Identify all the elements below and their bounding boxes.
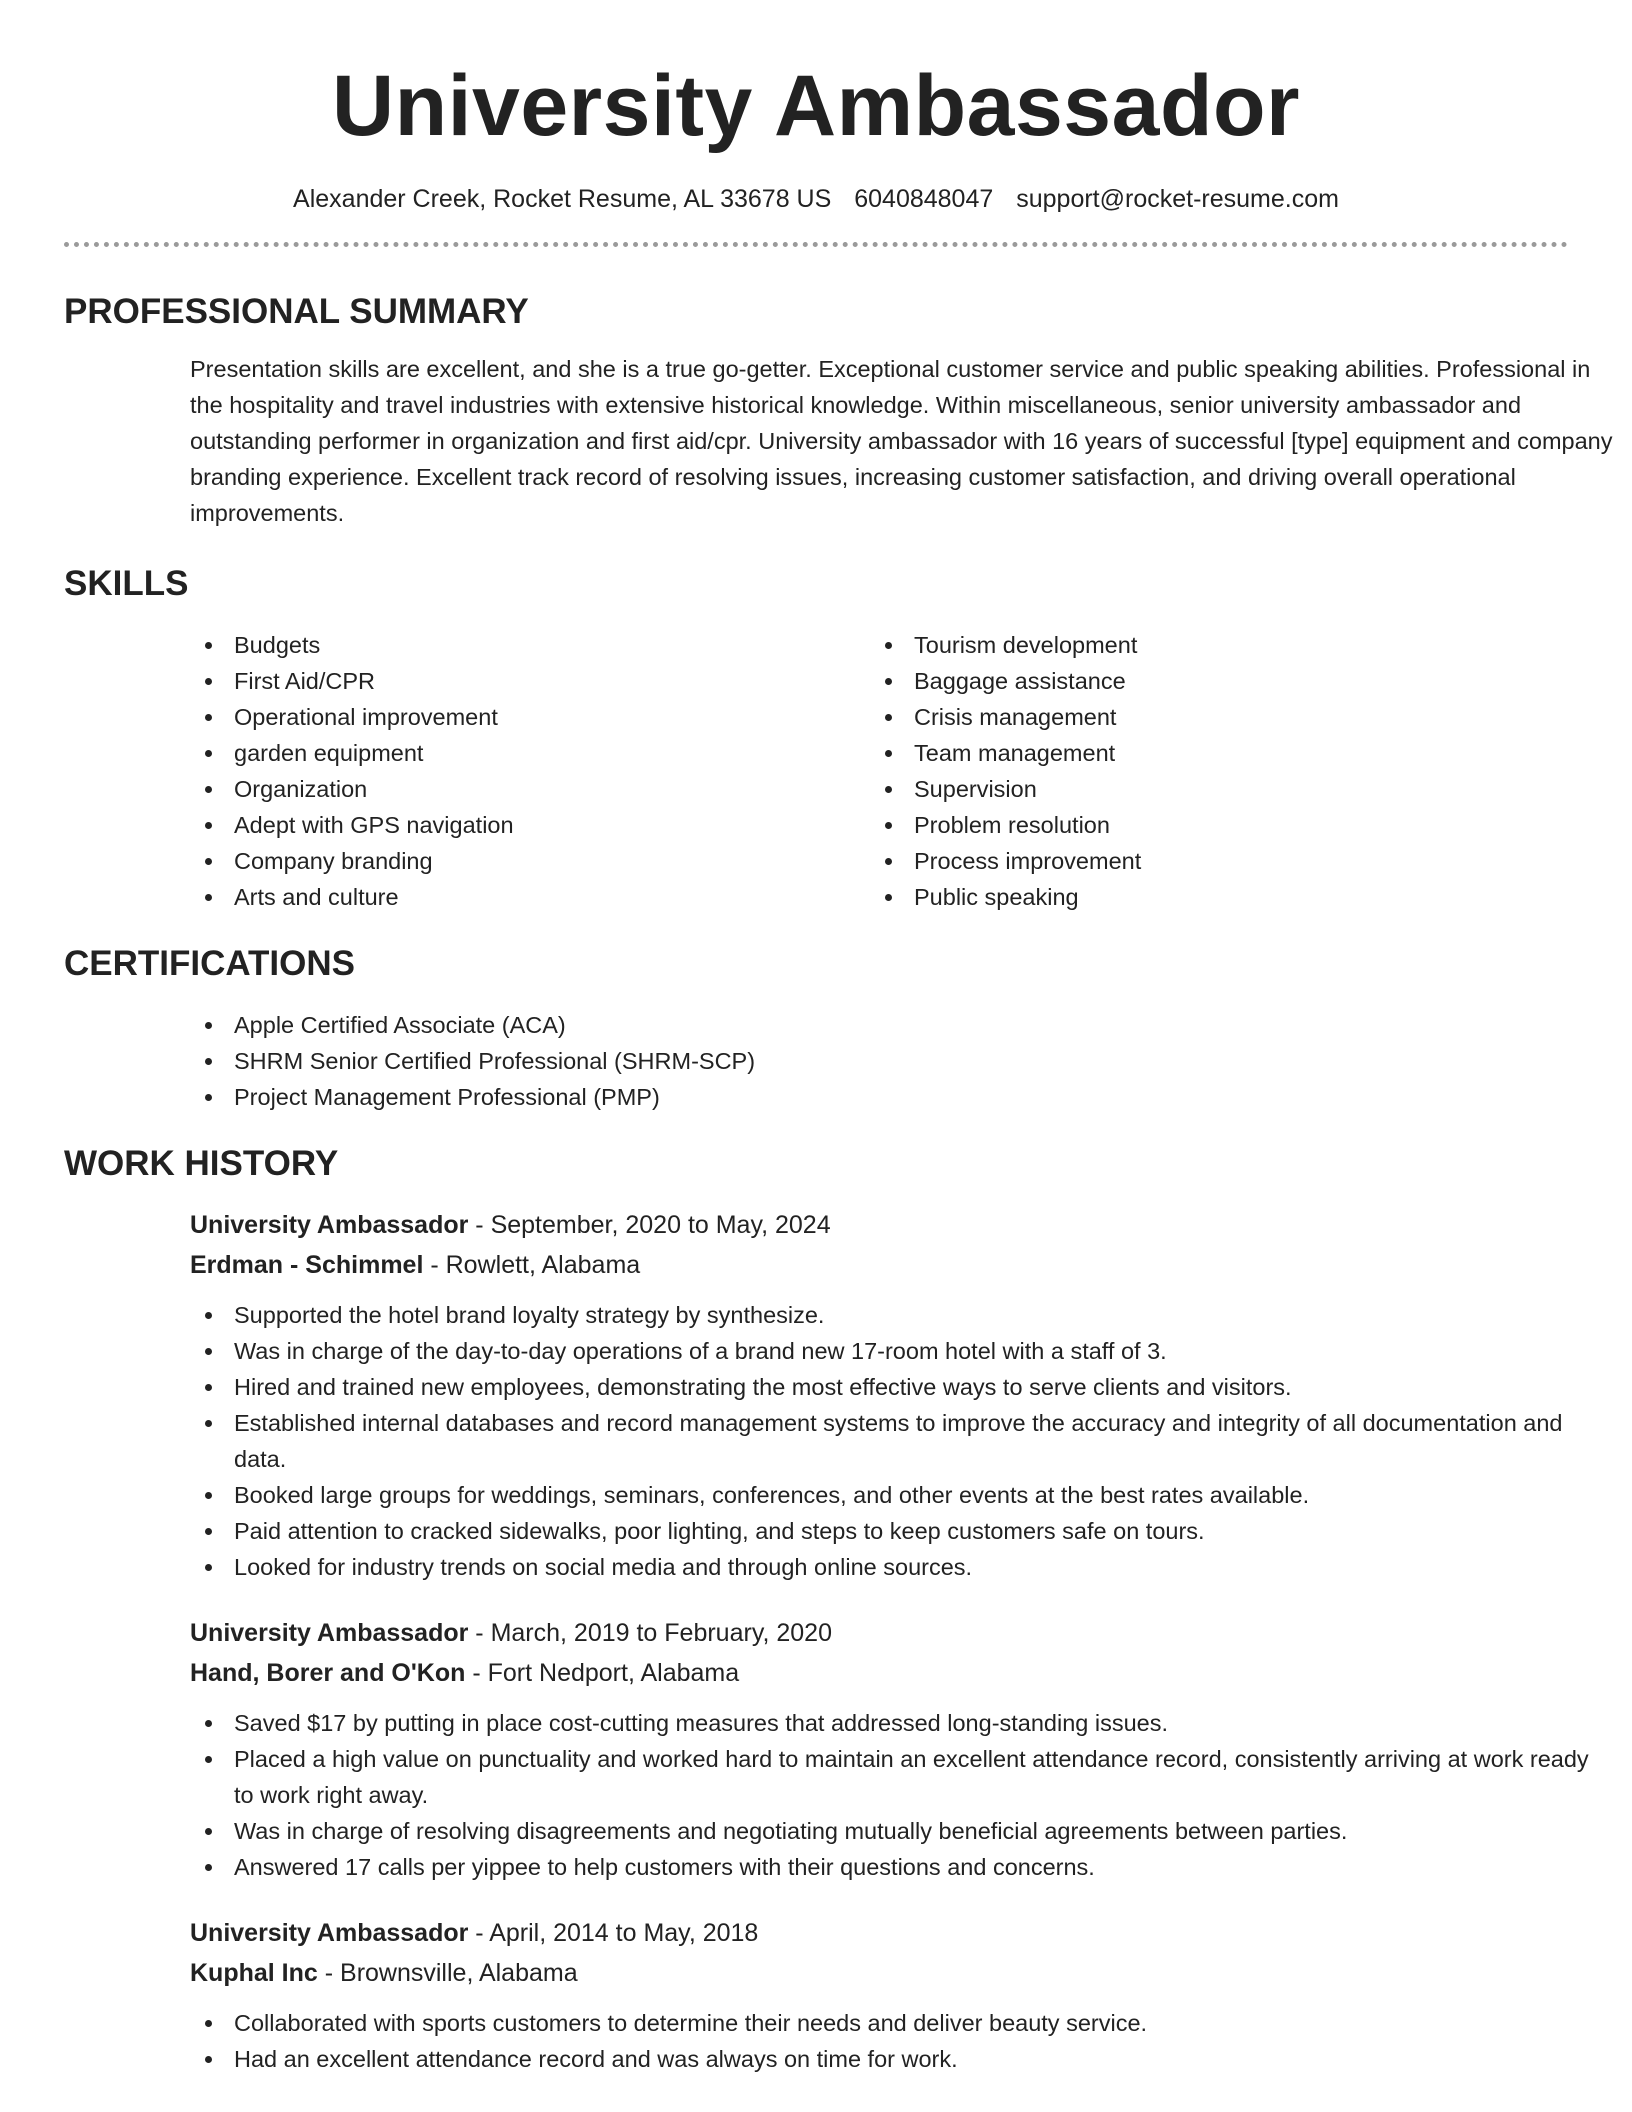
job-dates: - April, 2014 to May, 2018 — [468, 1919, 759, 1947]
job-company: Kuphal Inc — [190, 1959, 318, 1987]
job-bullet: Hired and trained new employees, demonstrating the most effective ways to serve clients and visitors. — [190, 1369, 1614, 1405]
skill-item: Organization — [190, 771, 870, 807]
job-title-line — [190, 1613, 1568, 1653]
certification-item: Project Management Professional (PMP) — [190, 1079, 1568, 1115]
job-bullet: Paid attention to cracked sidewalks, poor lighting, and steps to keep customers safe on tours. — [190, 1513, 1614, 1549]
job-bullet-list — [190, 1297, 1614, 1585]
job-entry — [190, 1613, 1589, 1885]
job-dates: - March, 2019 to February, 2020 — [468, 1619, 832, 1647]
job-company: Erdman - Schimmel — [190, 1251, 424, 1279]
certifications-section — [64, 943, 1568, 1115]
skill-item: Public speaking — [870, 879, 1550, 915]
skill-item: Crisis management — [870, 699, 1550, 735]
job-company-line — [190, 1653, 1568, 1693]
job-company-line — [190, 1953, 1568, 1993]
skills-heading: SKILLS — [64, 564, 189, 603]
work-history-heading: WORK HISTORY — [64, 1144, 339, 1183]
skill-item: Adept with GPS navigation — [190, 807, 870, 843]
certification-item: Apple Certified Associate (ACA) — [190, 1007, 1568, 1043]
job-bullet: Was in charge of resolving disagreements and negotiating mutually beneficial agreements between parties. — [190, 1813, 1614, 1849]
summary-heading: PROFESSIONAL SUMMARY — [64, 292, 529, 331]
certification-item: SHRM Senior Certified Professional (SHRM-SCP) — [190, 1043, 1568, 1079]
job-company-line — [190, 1245, 1568, 1285]
job-company: Hand, Borer and O'Kon — [190, 1659, 466, 1687]
skill-item: Problem resolution — [870, 807, 1550, 843]
skill-item: Arts and culture — [190, 879, 870, 915]
job-location: - Fort Nedport, Alabama — [465, 1659, 740, 1687]
job-role: University Ambassador — [190, 1919, 469, 1947]
job-title-line — [190, 1913, 1568, 1953]
skills-section — [64, 563, 1568, 915]
skill-item: Operational improvement — [190, 699, 870, 735]
job-bullet: Supported the hotel brand loyalty strategy by synthesize. — [190, 1297, 1614, 1333]
skill-item: Team management — [870, 735, 1550, 771]
job-bullet-list — [190, 1705, 1614, 1885]
skill-item: Company branding — [190, 843, 870, 879]
job-bullet: Placed a high value on punctuality and worked hard to maintain an excellent attendance record, consistently arriving at work ready to work right away. — [190, 1741, 1614, 1813]
job-bullet-list — [190, 2005, 1614, 2077]
job-bullet: Was in charge of the day-to-day operations of a brand new 17-room hotel with a staff of 3. — [190, 1333, 1614, 1369]
contact-phone: 6040848047 — [854, 185, 994, 213]
summary-text: Presentation skills are excellent, and she is a true go-getter. Exceptional customer service and public speaking abilities. Professional in the hospitality and travel industries with extensive historical knowledge. Within miscellaneous, senior university ambassador and outstanding performer in organization and first aid/cpr. University ambassador with 16 years of successful [type] equipment and company branding experience. Excellent track record of resolving issues, increasing customer satisfaction, and driving overall operational improvements. — [190, 356, 1613, 526]
job-role: University Ambassador — [190, 1211, 469, 1239]
skill-item: Budgets — [190, 627, 870, 663]
job-bullet: Answered 17 calls per yippee to help customers with their questions and concerns. — [190, 1849, 1614, 1885]
job-bullet: Collaborated with sports customers to determine their needs and deliver beauty service. — [190, 2005, 1614, 2041]
job-bullet: Established internal databases and record management systems to improve the accuracy and integrity of all documentation and data. — [190, 1405, 1614, 1477]
contact-line — [64, 184, 1568, 214]
job-bullet: Had an excellent attendance record and was always on time for work. — [190, 2041, 1614, 2077]
job-role: University Ambassador — [190, 1619, 469, 1647]
job-bullet: Looked for industry trends on social media and through online sources. — [190, 1549, 1614, 1585]
skill-item: Supervision — [870, 771, 1550, 807]
contact-address: Alexander Creek, Rocket Resume, AL 33678 US — [293, 185, 832, 213]
job-bullet: Saved $17 by putting in place cost-cutting measures that addressed long-standing issues. — [190, 1705, 1614, 1741]
job-entry — [190, 1205, 1568, 1585]
skill-item: Tourism development — [870, 627, 1550, 663]
job-title-line — [190, 1205, 1568, 1245]
resume-title: University Ambassador — [331, 58, 1300, 154]
skill-item: First Aid/CPR — [190, 663, 870, 699]
summary-section — [64, 291, 1613, 531]
work-history-section — [64, 1143, 1589, 2077]
job-location: - Rowlett, Alabama — [423, 1251, 641, 1279]
skill-item: Baggage assistance — [870, 663, 1550, 699]
job-bullet: Booked large groups for weddings, seminars, conferences, and other events at the best rates available. — [190, 1477, 1614, 1513]
header-divider — [64, 242, 1568, 247]
job-location: - Brownsville, Alabama — [317, 1959, 578, 1987]
contact-email: support@rocket-resume.com — [1016, 185, 1339, 213]
skill-item: Process improvement — [870, 843, 1550, 879]
skills-list-right — [870, 627, 1550, 915]
certifications-heading: CERTIFICATIONS — [64, 944, 356, 983]
job-entry — [190, 1913, 1568, 2077]
job-dates: - September, 2020 to May, 2024 — [468, 1211, 831, 1239]
skill-item: garden equipment — [190, 735, 870, 771]
skills-list-left — [190, 627, 870, 915]
certifications-list — [190, 1007, 1568, 1115]
skills-grid — [190, 627, 1568, 915]
